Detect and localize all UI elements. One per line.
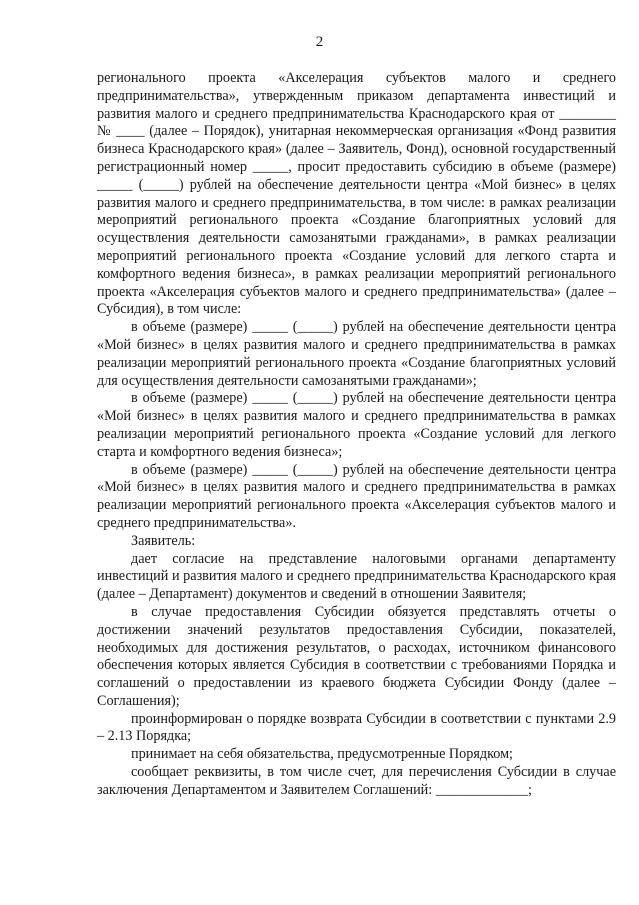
paragraph-item-1: в объеме (размере) _____ (_____) рублей на обеспечение деятельности центра «Мой бизнес» в целях развития малого и среднего предпринимательства в рамках реализации мероприятий регионального проекта «Создание благоприятных условий для осуществления деятельности самозанятыми гражданами»;	[97, 319, 616, 389]
paragraph-informed: проинформирован о порядке возврата Субсидии в соответствии с пунктами 2.9 – 2.13 Порядка;	[97, 710, 616, 745]
paragraph-item-3: в объеме (размере) _____ (_____) рублей на обеспечение деятельности центра «Мой бизнес» в целях развития малого и среднего предпринимательства в рамках реализации мероприятий регионального проекта «Акселерация субъектов малого и среднего предпринимательства».	[97, 461, 616, 531]
paragraph-reports: в случае предоставления Субсидии обязуется представлять отчеты о достижении значений результатов предоставления Субсидии, показателей, необходимых для достижения результатов, о расходах, источником финансового обеспечения которых является Субсидия в соответствии с требованиями Порядка и соглашений о предоставлении из краевого бюджета Субсидии Фонду (далее – Соглашения);	[97, 603, 616, 709]
paragraph-intro: регионального проекта «Акселерация субъектов малого и среднего предпринимательства», утвержденным приказом департамента инвестиций и развития малого и среднего предпринимательства Краснодарского края от ________ № ____ (далее – Порядок), унитарная некоммерческая организация «Фонд развития бизнеса Краснодарского края» (далее – Заявитель, Фонд), основной государственный регистрационный номер _____, просит предоставить субсидию в объеме (размере) _____ (_____) рублей на обеспечение деятельности центра «Мой бизнес» в целях развития малого и среднего предпринимательства, в том числе: в рамках реализации мероприятий регионального проекта «Создание благоприятных условий для осуществления деятельности самозанятыми гражданами», в рамках реализации мероприятий регионального проекта «Создание условий для легкого старта и комфортного ведения бизнеса», в рамках реализации мероприятий регионального проекта «Акселерация субъектов малого и среднего предпринимательства» (далее – Субсидия), в том числе:	[97, 70, 616, 318]
paragraph-item-2: в объеме (размере) _____ (_____) рублей на обеспечение деятельности центра «Мой бизнес» в целях развития малого и среднего предпринимательства в рамках реализации мероприятий регионального проекта «Создание условий для легкого старта и комфортного ведения бизнеса»;	[97, 390, 616, 460]
paragraph-applicant: Заявитель:	[131, 532, 196, 549]
document-body	[97, 70, 616, 800]
paragraph-details: сообщает реквизиты, в том числе счет, для перечисления Субсидии в случае заключения Департаментом и Заявителем Соглашений: _____________;	[97, 764, 616, 798]
page-number: 2	[315, 34, 324, 50]
paragraph-consent: дает согласие на представление налоговыми органами департаменту инвестиций и развития малого и среднего предпринимательства Краснодарского края (далее – Департамент) документов и сведений в отношении Заявителя;	[97, 550, 616, 603]
paragraph-obligations: принимает на себя обязательства, предусмотренные Порядком;	[131, 746, 514, 763]
